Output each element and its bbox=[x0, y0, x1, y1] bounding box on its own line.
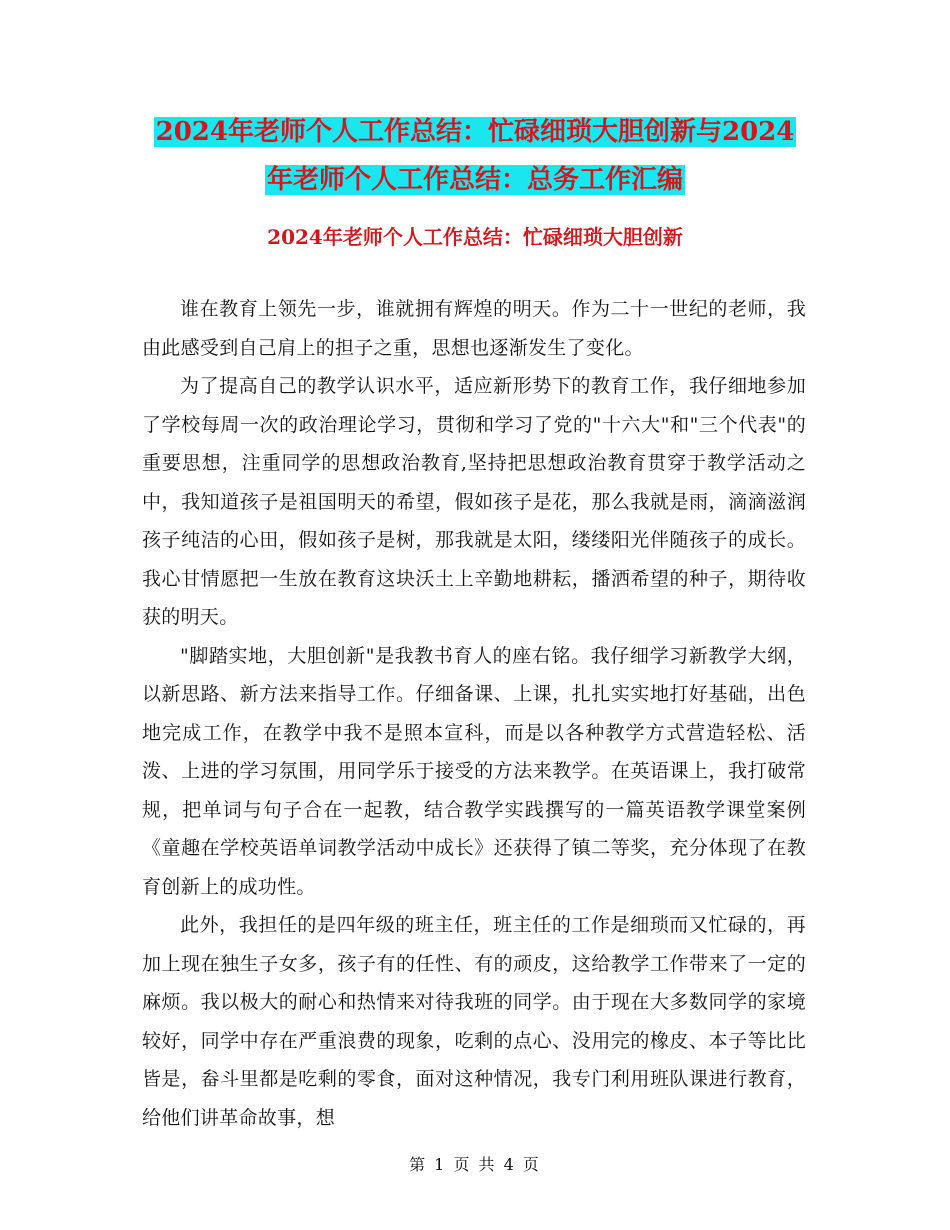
paragraph-2: 为了提高自己的教学认识水平，适应新形势下的教育工作，我仔细地参加了学校每周一次的政治理论学习，贯彻和学习了党的"十六大"和"三个代表"的重要思想，注重同学的思想政治教育,坚持把思想政治教育贯穿于教学活动之中，我知道孩子是祖国明天的希望，假如孩子是花，那么我就是雨，滴滴滋润孩子纯洁的心田，假如孩子是树，那我就是太阳，缕缕阳光伴随孩子的成长。我心甘情愿把一生放在教育这块沃土上辛勤地耕耘，播洒希望的种子，期待收获的明天。 bbox=[142, 375, 806, 628]
paragraph-3: "脚踏实地，大胆创新"是我教书育人的座右铭。我仔细学习新教学大纲，以新思路、新方法来指导工作。仔细备课、上课，扎扎实实地打好基础，出色地完成工作，在教学中我不是照本宣科，而是以各种教学方式营造轻松、活泼、上进的学习氛围，用同学乐于接受的方法来教学。在英语课上，我打破常规，把单词与句子合在一起教，结合教学实践撰写的一篇英语教学课堂案例《童趣在学校英语单词教学活动中成长》还获得了镇二等奖，充分体现了在教育创新上的成功性。 bbox=[142, 644, 806, 898]
paragraph-1: 谁在教育上领先一步，谁就拥有辉煌的明天。作为二十一世纪的老师，我由此感受到自己肩上的担子之重，思想也逐渐发生了变化。 bbox=[142, 298, 806, 359]
page-footer: 第 1 页 共 4 页 bbox=[409, 1155, 541, 1174]
paragraph-4: 此外，我担任的是四年级的班主任，班主任的工作是细琐而又忙碌的，再加上现在独生子女多，孩子有的任性、有的顽皮，这给教学工作带来了一定的麻烦。我以极大的耐心和热情来对待我班的同学。由于现在大多数同学的家境较好，同学中存在严重浪费的现象，吃剩的点心、没用完的橡皮、本子等比比皆是，畚斗里都是吃剩的零食，面对这种情况，我专门利用班队课进行教育，给他们讲革命故事，想 bbox=[142, 914, 806, 1129]
title-line-1: 2024年老师个人工作总结：忙碌细琐大胆创新与2024 bbox=[155, 117, 795, 147]
document-title bbox=[120, 108, 830, 204]
section-subtitle: 2024年老师个人工作总结：忙碌细琐大胆创新 bbox=[267, 225, 683, 249]
title-line-2: 年老师个人工作总结：总务工作汇编 bbox=[266, 165, 683, 195]
document-body bbox=[142, 290, 806, 1137]
